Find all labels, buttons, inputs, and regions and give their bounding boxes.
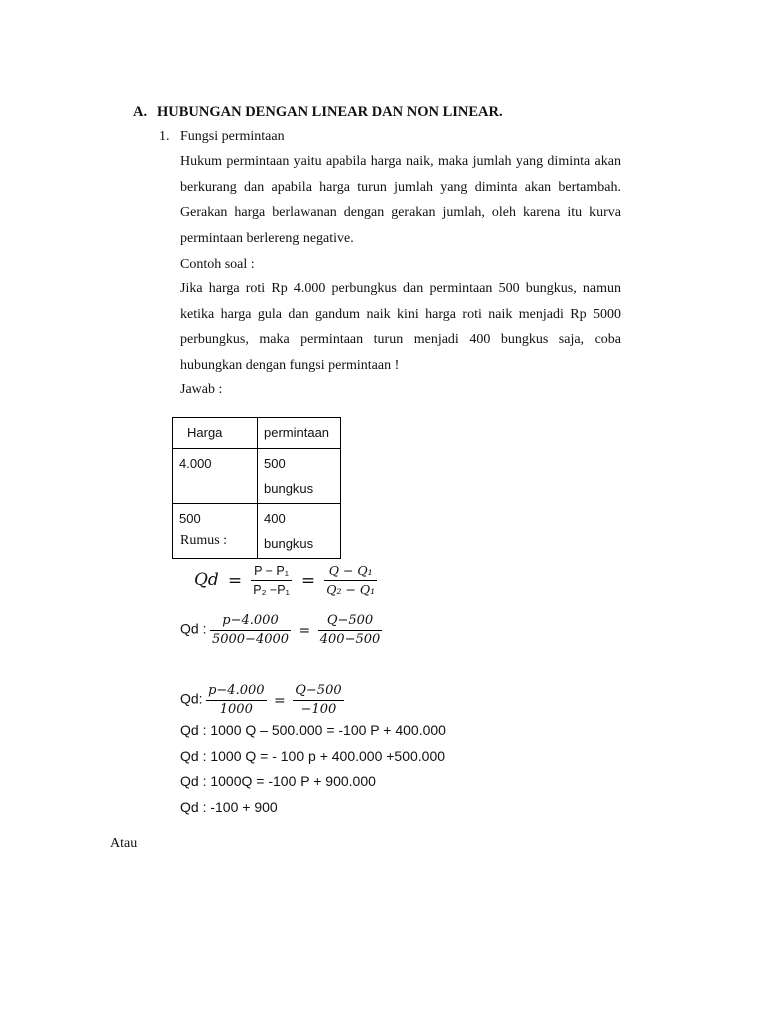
- alternative-label: Atau: [110, 836, 138, 851]
- table-row: [173, 504, 341, 559]
- derivation-line: Qd : 1000 Q = - 100 p + 400.000 +500.000: [180, 748, 446, 764]
- formula-label: Qd :: [180, 620, 207, 637]
- fraction-numerator: Q−500: [293, 682, 343, 701]
- equals-sign: =: [274, 692, 286, 709]
- table-cell: 400 bungkus: [258, 504, 341, 559]
- fraction-denominator: 5000−4000: [211, 632, 290, 647]
- formula-label: Qd:: [180, 690, 203, 707]
- price-fraction: [210, 612, 291, 649]
- table-cell: 500: [173, 504, 258, 559]
- quantity-fraction: [293, 682, 343, 719]
- example-label: Contoh soal :: [180, 257, 255, 272]
- simplified-formula: [180, 682, 344, 719]
- derivation-line: Qd : -100 + 900: [180, 799, 278, 815]
- equals-sign: =: [227, 570, 243, 591]
- fraction-numerator: p−4.000: [210, 612, 291, 631]
- fraction-denominator: Q₂ − Q₁: [326, 582, 376, 597]
- table-header-row: [173, 418, 341, 449]
- formula-lhs: Qd: [194, 570, 219, 590]
- table-row: [173, 449, 341, 504]
- fraction-numerator: P − P₁: [251, 562, 292, 581]
- table-cell: 4.000: [173, 449, 258, 504]
- fraction-numerator: p−4.000: [206, 682, 266, 701]
- fraction-numerator: Q − Q₁: [324, 562, 377, 581]
- quantity-fraction: [318, 612, 383, 649]
- table-cell: 500 bungkus: [258, 449, 341, 504]
- quantity-fraction: [324, 562, 377, 599]
- fraction-denominator: P₂ −P₁: [253, 583, 290, 597]
- demand-law-paragraph: Hukum permintaan yaitu apabila harga naik, maka jumlah yang diminta akan berkurang dan apabila harga turun jumlah yang diminta akan bertambah. Gerakan harga berlawanan dengan gerakan jumlah, oleh karena itu kurva permintaan berlereng negative.: [180, 154, 621, 246]
- table-header-cell: permintaan: [258, 418, 341, 449]
- table-header-cell: Harga: [173, 418, 258, 449]
- price-fraction: [251, 562, 292, 599]
- fraction-denominator: 400−500: [319, 632, 381, 647]
- price-fraction: [206, 682, 266, 719]
- item-number: 1.: [159, 129, 170, 144]
- section-letter: A.: [133, 104, 148, 120]
- formula-label: Rumus :: [180, 533, 228, 548]
- equals-sign: =: [300, 570, 316, 591]
- section-heading: [133, 104, 503, 121]
- derivation-line: Qd : 1000 Q – 500.000 = -100 P + 400.000: [180, 722, 446, 738]
- answer-label: Jawab :: [180, 382, 223, 397]
- fraction-numerator: Q−500: [318, 612, 383, 631]
- fraction-denominator: −100: [300, 702, 337, 717]
- section-title: HUBUNGAN DENGAN LINEAR DAN NON LINEAR.: [157, 104, 503, 120]
- derivation-line: Qd : 1000Q = -100 P + 900.000: [180, 773, 376, 789]
- equals-sign: =: [298, 622, 311, 639]
- fraction-denominator: 1000: [219, 702, 253, 717]
- item-title: Fungsi permintaan: [180, 129, 285, 144]
- substituted-formula: [180, 612, 382, 649]
- example-paragraph: Jika harga roti Rp 4.000 perbungkus dan permintaan 500 bungkus, namun ketika harga gula dan gandum naik kini harga roti naik menjadi Rp 5000 perbungkus, maka permintaan turun menjadi 400 bungkus saja, coba hubungkan dengan fungsi permintaan !: [180, 281, 621, 373]
- numbered-item: [159, 129, 285, 145]
- general-demand-formula: [194, 562, 377, 599]
